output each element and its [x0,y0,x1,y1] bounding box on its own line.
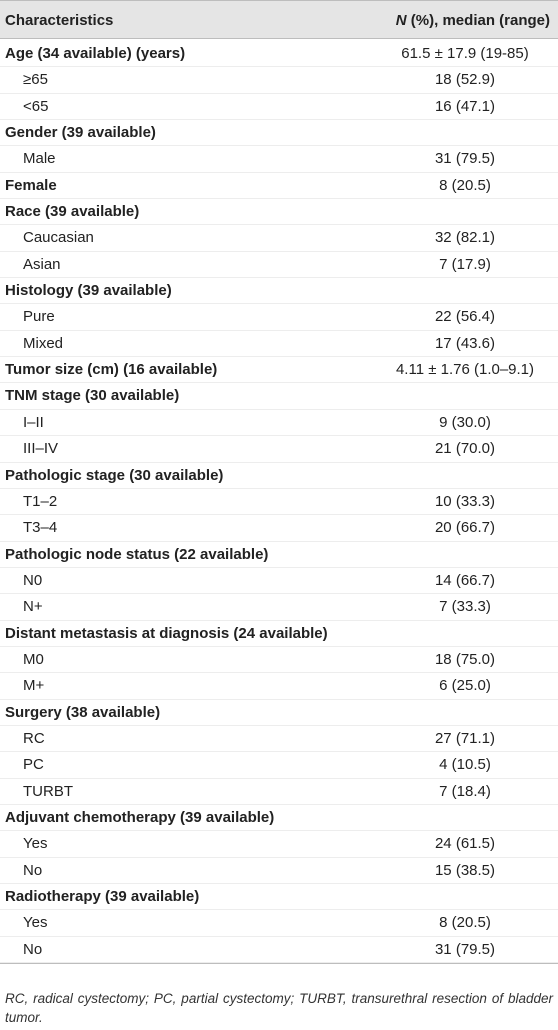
row-label: Gender (39 available) [5,124,156,142]
row-value: 4.11 ± 1.76 (1.0–9.1) [395,361,535,379]
table-row [0,463,558,489]
table-header [0,0,558,39]
row-value: 15 (38.5) [434,861,496,879]
table-row [0,884,558,910]
row-value: 31 (79.5) [434,150,496,168]
row-label: Tumor size (cm) (16 available) [5,361,218,379]
table-row [0,805,558,831]
table-row [0,752,558,778]
row-label: Female [5,176,57,194]
row-value: 22 (56.4) [434,308,496,326]
row-value: 61.5 ± 17.9 (19-85) [401,45,529,62]
table-row [0,726,558,752]
table-row [0,831,558,857]
row-label: M0 [23,650,44,668]
row-label: RC [23,729,45,747]
row-label: Yes [23,835,48,853]
row-label: TURBT [23,782,73,800]
row-label: Distant metastasis at diagnosis (24 available) [5,624,328,642]
row-label: T1–2 [23,492,58,510]
row-value: 7 (18.4) [439,782,491,800]
table-row [0,331,558,357]
row-label: Histology (39 available) [5,282,172,300]
row-value: 16 (47.1) [434,97,496,115]
table-row [0,436,558,462]
row-label: Adjuvant chemotherapy (39 available) [5,808,275,826]
table-body [0,39,558,963]
row-label: Caucasian [23,229,94,247]
row-label: N0 [23,571,43,589]
table-row [0,937,558,963]
row-label: No [23,940,43,958]
row-label: Age (34 available) (years) [5,45,186,62]
row-value: 21 (70.0) [434,440,496,458]
row-value: 24 (61.5) [434,835,496,853]
table-row [0,700,558,726]
table-row [0,383,558,409]
table-row [0,199,558,225]
row-label: <65 [23,97,49,115]
row-label: M+ [23,677,45,695]
table-row [0,621,558,647]
table-row [0,647,558,673]
table-row [0,146,558,172]
row-value: 10 (33.3) [434,492,496,510]
row-value: 32 (82.1) [434,229,496,247]
table-row [0,858,558,884]
table-row [0,120,558,146]
row-value: 31 (79.5) [434,940,496,958]
table-row [0,673,558,699]
row-value: 18 (52.9) [434,71,496,89]
row-label: Race (39 available) [5,203,140,221]
row-value: 6 (25.0) [439,677,491,695]
row-label: Radiotherapy (39 available) [5,888,200,905]
table-row [0,67,558,93]
table-row [0,173,558,199]
table-row [0,910,558,936]
table-row [0,252,558,278]
row-value: 8 (20.5) [439,176,491,194]
row-label: III–IV [23,440,59,458]
row-value: 4 (10.5) [439,756,491,774]
table-row [0,594,558,620]
table-footnote: RC, radical cystectomy; PC, partial cystectomy; TURBT, transurethral resection of bladder tumor. [5,991,553,1025]
header-n-median [396,12,550,29]
table-bottom-rule [0,963,558,964]
row-label: No [23,861,43,879]
row-label: Pathologic stage (30 available) [5,466,224,484]
row-label: ≥65 [23,71,48,89]
table-row [0,357,558,383]
row-label: Pathologic node status (22 available) [5,545,269,563]
header-n-italic: N [395,12,407,29]
row-label: Mixed [23,334,64,352]
table-row [0,94,558,120]
row-label: I–II [23,413,44,431]
table-row [0,568,558,594]
row-label: TNM stage (30 available) [5,387,180,405]
table-row [0,489,558,515]
row-value: 20 (66.7) [434,519,496,537]
row-label: PC [23,756,44,774]
row-label: Yes [23,914,48,932]
row-label: T3–4 [23,519,58,537]
row-label: Asian [23,255,61,273]
table-row [0,41,558,67]
row-value: 8 (20.5) [439,914,491,932]
table-row [0,515,558,541]
row-value: 27 (71.1) [434,729,496,747]
table-row [0,304,558,330]
row-label: Surgery (38 available) [5,703,161,721]
table-row [0,542,558,568]
header-characteristics: Characteristics [5,12,114,29]
table-row [0,779,558,805]
row-value: 18 (75.0) [434,650,496,668]
row-value: 14 (66.7) [434,571,496,589]
table-row [0,278,558,304]
row-label: N+ [23,598,43,616]
row-value: 9 (30.0) [439,413,491,431]
row-label: Pure [23,308,55,326]
row-label: Male [23,150,56,168]
row-value: 7 (17.9) [439,255,491,273]
row-value: 7 (33.3) [439,598,491,616]
table-row [0,410,558,436]
header-n-rest: (%), median (range) [406,12,550,29]
table-row [0,225,558,251]
row-value: 17 (43.6) [434,334,496,352]
